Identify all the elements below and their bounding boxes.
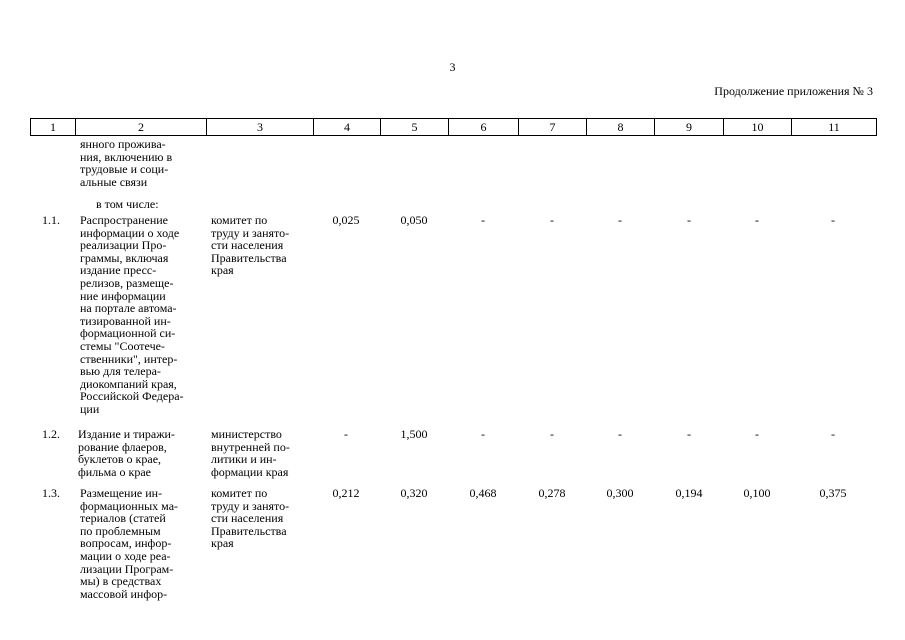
- row-value-col9: 0,194: [675, 486, 703, 500]
- row-value-col9: -: [687, 427, 691, 441]
- row-value-col6: -: [481, 427, 485, 441]
- row-value-col7: -: [550, 427, 554, 441]
- column-number-10: 10: [724, 119, 792, 136]
- column-number-2: 2: [76, 119, 207, 136]
- row-value-col4: 0,212: [332, 486, 360, 500]
- appendix-continuation-note: Продолжение приложения № 3: [714, 84, 873, 98]
- column-number-8: 8: [587, 119, 655, 136]
- row-number: 1.2.: [42, 427, 60, 441]
- column-number-7: 7: [519, 119, 587, 136]
- row-executor: министерство внутренней по- литики и ин- формации края: [211, 427, 290, 479]
- row-value-col4: 0,025: [332, 213, 360, 227]
- column-number-1: 1: [31, 119, 76, 136]
- row-executor: комитет по труду и занято- сти населения Правительства края: [211, 213, 290, 278]
- including-label: в том числе:: [96, 197, 159, 211]
- row-value-col8: -: [618, 427, 622, 441]
- row-description: Распространение информации о ходе реализации Про- граммы, включая издание пресс- релизов, размеще- ние информации на портале автома- тизированной ин- формационной си- стемы "Соотече- ственники", интер- вью для телера- диокомпаний края, Российской Федера- ции: [80, 213, 184, 416]
- row-value-col8: -: [618, 213, 622, 227]
- row-value-col5: 0,050: [400, 213, 428, 227]
- row-value-col11: 0,375: [819, 486, 847, 500]
- row-value-col10: -: [755, 213, 759, 227]
- row-value-col5: 1,500: [400, 427, 428, 441]
- column-number-5: 5: [381, 119, 449, 136]
- column-header-row: [30, 118, 877, 136]
- column-number-9: 9: [655, 119, 724, 136]
- column-number-11: 11: [792, 119, 877, 136]
- row-value-col6: -: [481, 213, 485, 227]
- page-number: 3: [449, 60, 456, 74]
- row-description: Издание и тиражи- рование флаеров, буклетов о крае, фильма о крае: [78, 427, 175, 479]
- row-value-col5: 0,320: [400, 486, 428, 500]
- row-number: 1.1.: [42, 213, 60, 227]
- row-value-col10: -: [755, 427, 759, 441]
- row-value-col11: -: [831, 427, 835, 441]
- row-executor: комитет по труду и занято- сти населения Правительства края: [211, 486, 290, 551]
- row-value-col11: -: [831, 213, 835, 227]
- continued-description: янного прожива- ния, включению в трудовые и соци- альные связи: [80, 137, 173, 189]
- row-description: Размещение ин- формационных ма- териалов (статей по проблемным вопросам, инфор- мации о ходе реа- лизации Програм- мы) в средствах массовой инфор-: [80, 486, 179, 601]
- row-value-col6: 0,468: [469, 486, 497, 500]
- row-number: 1.3.: [42, 486, 60, 500]
- row-value-col4: -: [344, 427, 348, 441]
- row-value-col7: 0,278: [538, 486, 566, 500]
- row-value-col7: -: [550, 213, 554, 227]
- row-value-col10: 0,100: [743, 486, 771, 500]
- column-number-3: 3: [207, 119, 314, 136]
- column-number-6: 6: [449, 119, 519, 136]
- column-number-4: 4: [314, 119, 381, 136]
- row-value-col9: -: [687, 213, 691, 227]
- row-value-col8: 0,300: [606, 486, 634, 500]
